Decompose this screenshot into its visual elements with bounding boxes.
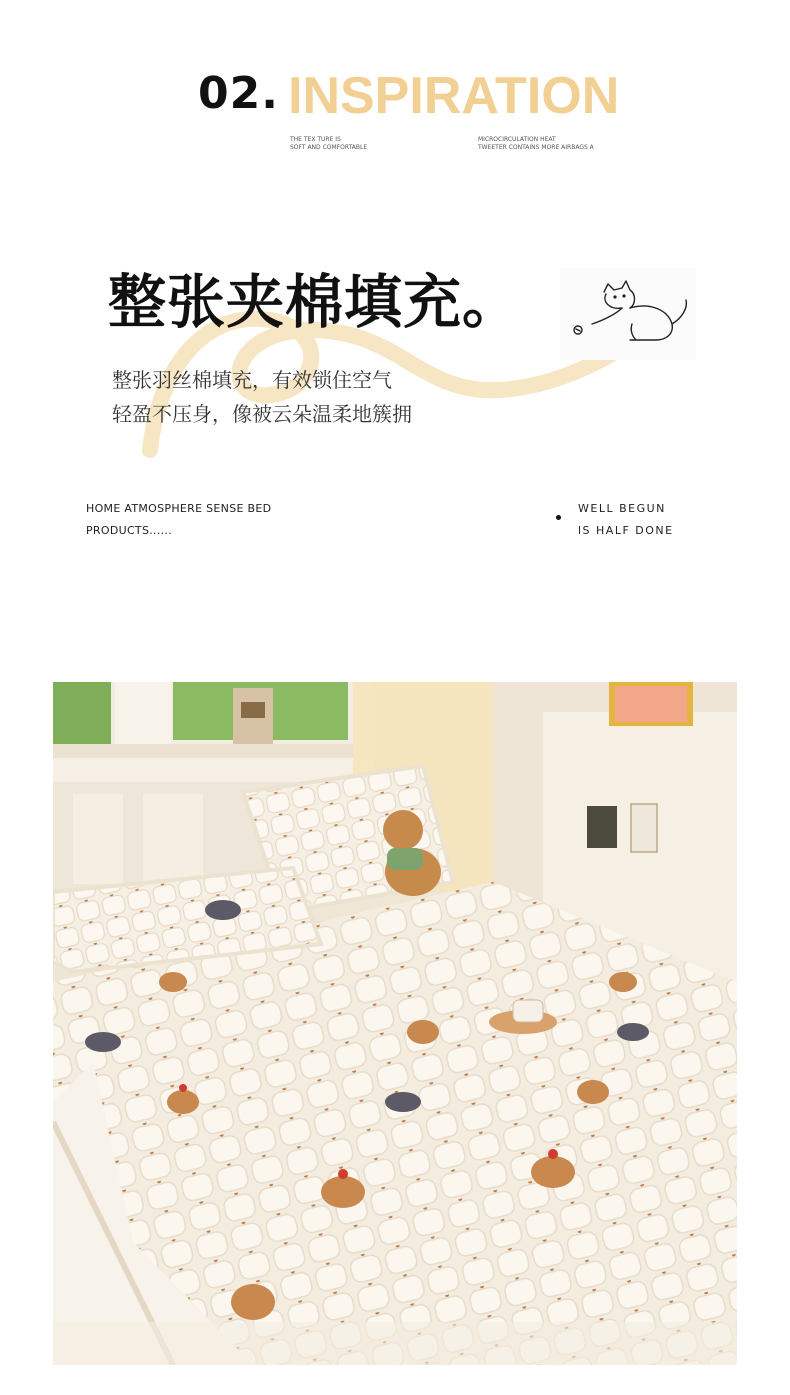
note-left-line1: THE TEX TURE IS [290,136,341,143]
bedroom-photo [53,682,737,1365]
note-left [290,136,367,152]
feature-headline: 整张夹棉填充。 [108,268,522,336]
bottom-left-line1: HOME ATMOSPHERE SENSE BED [86,502,272,515]
feature-line1: 整张羽丝棉填充，有效锁住空气 [112,368,392,392]
cat-illustration-icon [560,268,696,360]
bottom-right-text [578,498,674,542]
bottom-left-text [86,498,271,542]
feature-line2: 轻盈不压身，像被云朵温柔地簇拥 [112,402,412,426]
header-number: 02. [198,68,279,119]
bullet-dot [556,515,561,520]
note-left-line2: SOFT AND COMFORTABLE [290,144,368,151]
bottom-right-line2: lS HALF DONE [578,524,674,537]
note-right-line1: MICROCIRCULATION HEAT [478,136,556,143]
header-word: INSPIRATION [288,67,620,125]
bottom-right-line1: WELL BEGUN [578,502,666,515]
note-right-line2: TWEETER CONTAINS MORE AIRBAGS A [478,144,594,151]
note-right [478,136,594,152]
bottom-left-line2: PRODUCTS...... [86,524,173,537]
